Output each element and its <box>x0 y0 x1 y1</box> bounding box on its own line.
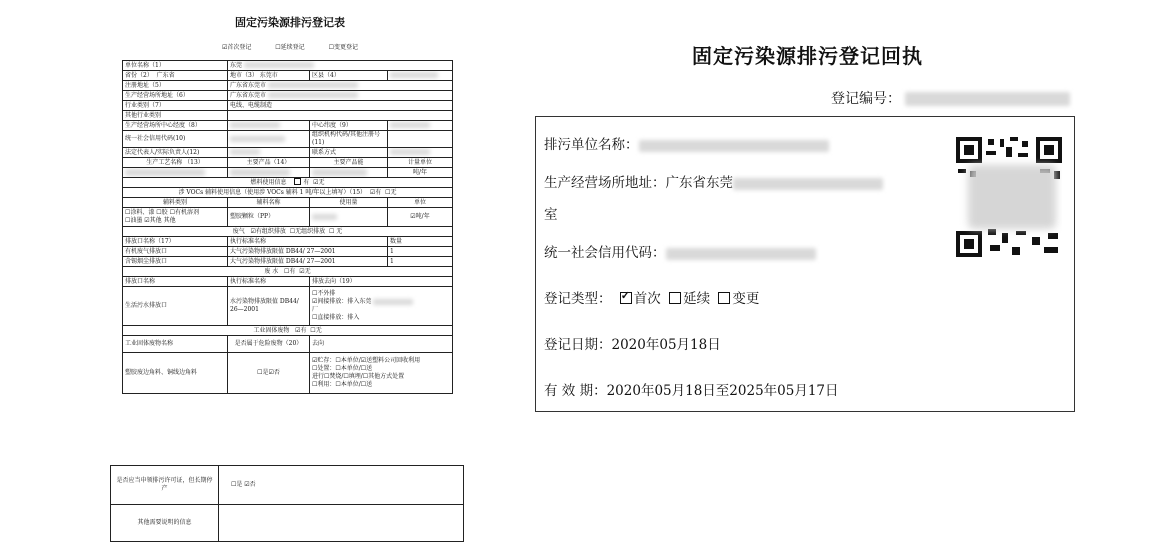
contact-label: 联系方式 <box>310 148 388 158</box>
table-row <box>123 247 453 257</box>
unit-name-label: 排污单位名称： <box>544 137 639 153</box>
table-row <box>123 353 453 394</box>
table-row <box>123 81 453 91</box>
city-label: 地市（3） <box>230 71 258 79</box>
standard-header: 执行标准名称 <box>228 237 388 247</box>
unit-name-value: 东莞 <box>230 61 243 69</box>
redacted-mark <box>390 72 438 78</box>
process-name-header: 生产工艺名称 （13） <box>123 158 228 168</box>
water-label: 废 水 <box>264 267 279 275</box>
table-row <box>123 91 453 101</box>
solid-name-header: 工业固体废物名称 <box>123 336 228 353</box>
table-row <box>123 121 453 131</box>
solid-direction-4: ☐利用：☐本单位/☐送 <box>312 381 373 388</box>
water-standard: 水污染物排放限值 DB44/ 26—2001 <box>228 287 310 326</box>
redacted-mark <box>244 62 314 68</box>
table-row <box>123 257 453 267</box>
solid-item-hazard: ☐是☑否 <box>228 353 310 394</box>
registration-form <box>100 0 480 553</box>
solid-no: 无 <box>315 326 322 334</box>
redacted-mark <box>373 299 413 305</box>
table-row <box>123 178 453 188</box>
reg-type-first: 首次 <box>633 291 661 307</box>
water-yes: 有 <box>289 267 296 275</box>
qr-code-icon <box>956 137 1062 257</box>
checkbox-icon <box>669 292 681 304</box>
redacted-mark <box>230 169 290 176</box>
table-row <box>123 188 453 198</box>
checkbox-icon: ☐ <box>284 267 290 275</box>
prod-address-value: 广东省东莞 <box>665 175 733 191</box>
reg-address-label: 注册地址（5） <box>123 81 228 91</box>
water-direction-3: ☐直接排放：排入 <box>312 314 360 321</box>
gas-organized: ☑有组织排放 <box>250 227 286 235</box>
other-info-label: 其他需要说明的信息 <box>111 505 219 542</box>
table-row <box>123 71 453 81</box>
table-row <box>111 505 464 542</box>
voc-yes: 有 <box>375 188 382 196</box>
option-first: ☑首次登记 <box>221 44 252 51</box>
org-code-label: 组织机构代码/其他注册号(11) <box>310 131 388 148</box>
gas-unorganized: ☐无组织排放 <box>289 227 326 235</box>
solid-direction-header: 去向 <box>310 336 453 353</box>
registration-table <box>122 60 453 394</box>
water-outlet: 生活污水排放口 <box>123 287 228 326</box>
other-industry-label: 其他行业类别 <box>123 111 228 121</box>
reg-type-renew: 延续 <box>683 291 711 307</box>
aux-name-header: 辅料名称 <box>228 198 310 208</box>
option-change: ☐变更登记 <box>328 44 358 51</box>
latitude-label: 中心纬度（9） <box>310 121 388 131</box>
capacity-unit: 吨/年 <box>388 168 453 178</box>
fuel-yes: 有 <box>303 179 310 186</box>
province-value: 广东省 <box>156 71 175 79</box>
gas-label: 废气 <box>232 227 245 235</box>
redacted-mark <box>639 140 829 152</box>
redacted-mark <box>125 169 205 176</box>
fuel-no: 无 <box>318 179 325 186</box>
table-row <box>123 158 453 168</box>
solid-item: 塑胶废边角料、铜线边角料 <box>123 353 228 394</box>
checked-icon: ☑ <box>295 326 301 334</box>
credit-code-label: 统一社会信用代码： <box>544 245 666 261</box>
solid-direction-3: 进行☐焚烧/☐填埋/☐其他方式处置 <box>312 373 405 380</box>
aux-name-value: 塑胶颗粒（PP） <box>228 208 310 227</box>
table-row <box>111 466 464 505</box>
aux-type-header: 辅料类别 <box>123 198 228 208</box>
table-row <box>123 277 453 287</box>
table-row <box>123 198 453 208</box>
redacted-mark <box>268 82 358 88</box>
water-direction-2b: 厂 <box>312 306 319 313</box>
redacted-mark <box>390 149 430 155</box>
registration-receipt <box>535 0 1080 553</box>
table-row <box>123 101 453 111</box>
aux-types-line2: ☐油墨 ☑其他 其他 <box>125 217 176 224</box>
form-title: 固定污染源排污登记表 <box>235 16 345 29</box>
redacted-mark <box>666 248 816 260</box>
checked-icon: ☑ <box>299 267 305 275</box>
outlet-1: 有机废气排放口 <box>123 247 228 257</box>
receipt-title: 固定污染源排污登记回执 <box>692 44 923 68</box>
outlet-1-standard: 大气污染物排放限值 DB44/ 27—2001 <box>228 247 388 257</box>
reg-type-change: 变更 <box>732 291 760 307</box>
usage-header: 使用量 <box>310 198 388 208</box>
redacted-mark <box>230 136 285 142</box>
table-row <box>123 111 453 121</box>
supplementary-table <box>110 465 464 542</box>
reg-number-label: 登记编号： <box>831 91 901 107</box>
credit-code-label: 统一社会信用代码(10) <box>123 131 228 148</box>
solid-hazard-header: 是否属于危险废物（20） <box>228 336 310 353</box>
checkbox-icon: ☐ <box>385 188 391 196</box>
fuel-label: 燃料使用信息 <box>250 179 287 186</box>
redacted-mark <box>390 122 430 128</box>
province-label: 省份（2） <box>125 71 153 79</box>
validity-value: 2020年05月18日至2025年05月17日 <box>606 383 839 399</box>
table-row <box>123 61 453 71</box>
table-row <box>123 131 453 148</box>
voc-no: 无 <box>390 188 397 196</box>
outlet-name-header: 排放口名称（17） <box>123 237 228 247</box>
redacted-mark <box>733 178 883 190</box>
prod-address-label: 生产经营场所地址（6） <box>123 91 228 101</box>
outlet-2: 含锡烟尘排放口 <box>123 257 228 267</box>
water-standard-header: 执行标准名称 <box>228 277 310 287</box>
prod-address-tail: 室 <box>544 207 558 223</box>
outlet-1-qty: 1 <box>388 247 453 257</box>
main-capacity-header: 主要产品能 <box>310 158 388 168</box>
checked-icon: ☑ <box>369 188 376 196</box>
water-no: 无 <box>304 267 311 275</box>
unit-header: 计量单位 <box>388 158 453 168</box>
redacted-mark <box>312 214 337 220</box>
longitude-label: 生产经营场所中心经度（8） <box>123 121 228 131</box>
receipt-box <box>535 116 1075 412</box>
gas-none: ☐ 无 <box>328 227 343 235</box>
city-value: 东莞市 <box>259 71 278 79</box>
redacted-mark <box>905 92 1070 106</box>
table-row <box>123 227 453 237</box>
voc-label: 涉 VOCs 辅料使用信息（使用涉 VOCs 辅料 1 吨/年以上填写）（15） <box>178 188 367 196</box>
table-row <box>123 168 453 178</box>
table-row <box>123 148 453 158</box>
prod-address-value: 广东省东莞市 <box>230 91 267 99</box>
table-row <box>123 208 453 227</box>
quantity-header: 数量 <box>388 237 453 247</box>
prod-address-label: 生产经营场所地址： <box>544 175 666 191</box>
redacted-mark <box>268 92 358 98</box>
table-row <box>123 287 453 326</box>
district-label: 区县（4） <box>310 71 388 81</box>
reg-date-value: 2020年05月18日 <box>611 337 721 353</box>
industry-value: 电线、电缆制造 <box>228 101 453 111</box>
reg-type-label: 登记类型： <box>544 291 612 307</box>
redacted-mark <box>230 149 260 155</box>
option-renew: ☐延续登记 <box>275 44 305 51</box>
checkbox-icon: ☐ <box>310 326 316 334</box>
water-direction-1: ☐不外排 <box>312 290 336 297</box>
table-row <box>123 237 453 247</box>
water-outlet-header: 排放口名称 <box>123 277 228 287</box>
redacted-mark <box>312 169 367 176</box>
checked-icon <box>620 292 632 304</box>
checkbox-icon <box>718 292 730 304</box>
table-row <box>123 267 453 277</box>
validity-label: 有 效 期： <box>544 383 607 399</box>
industry-label: 行业类别（7） <box>123 101 228 111</box>
checkbox-icon <box>294 178 301 185</box>
water-direction-2: ☑间接排放：排入东莞 <box>312 298 372 305</box>
solid-direction-1: ☑贮存：☐本单位/☑送塑料公司回收利用 <box>312 357 421 364</box>
checked-icon: ☑ <box>313 179 319 186</box>
unit-name-label: 单位名称（1） <box>123 61 228 71</box>
water-direction-header: 排放去向（19） <box>310 277 453 287</box>
solid-yes: 有 <box>300 326 307 334</box>
solid-direction-2: ☐处置：☐本单位/☐送 <box>312 365 373 372</box>
permit-question-label: 是否应当申领排污许可证，但长期停产 <box>111 466 219 505</box>
aux-unit-value: ☑吨/年 <box>388 208 453 227</box>
outlet-2-standard: 大气污染物排放限值 DB44/ 27—2001 <box>228 257 388 267</box>
outlet-2-qty: 1 <box>388 257 453 267</box>
solid-label: 工业固体废物 <box>253 326 290 334</box>
table-row <box>123 326 453 336</box>
main-product-header: 主要产品（14） <box>228 158 310 168</box>
redacted-mark <box>230 122 280 128</box>
aux-unit-header: 单位 <box>388 198 453 208</box>
reg-date-label: 登记日期： <box>544 337 612 353</box>
table-row <box>123 336 453 353</box>
form-registration-options <box>100 42 480 51</box>
reg-address-value: 广东省东莞市 <box>230 81 267 89</box>
permit-question-value: ☐是 ☑否 <box>219 466 464 505</box>
aux-types-line1: ☐涂料、漆 ☐胶 ☐有机溶剂 <box>125 209 199 216</box>
legal-rep-label: 法定代表人/实际负责人(12) <box>123 148 228 158</box>
